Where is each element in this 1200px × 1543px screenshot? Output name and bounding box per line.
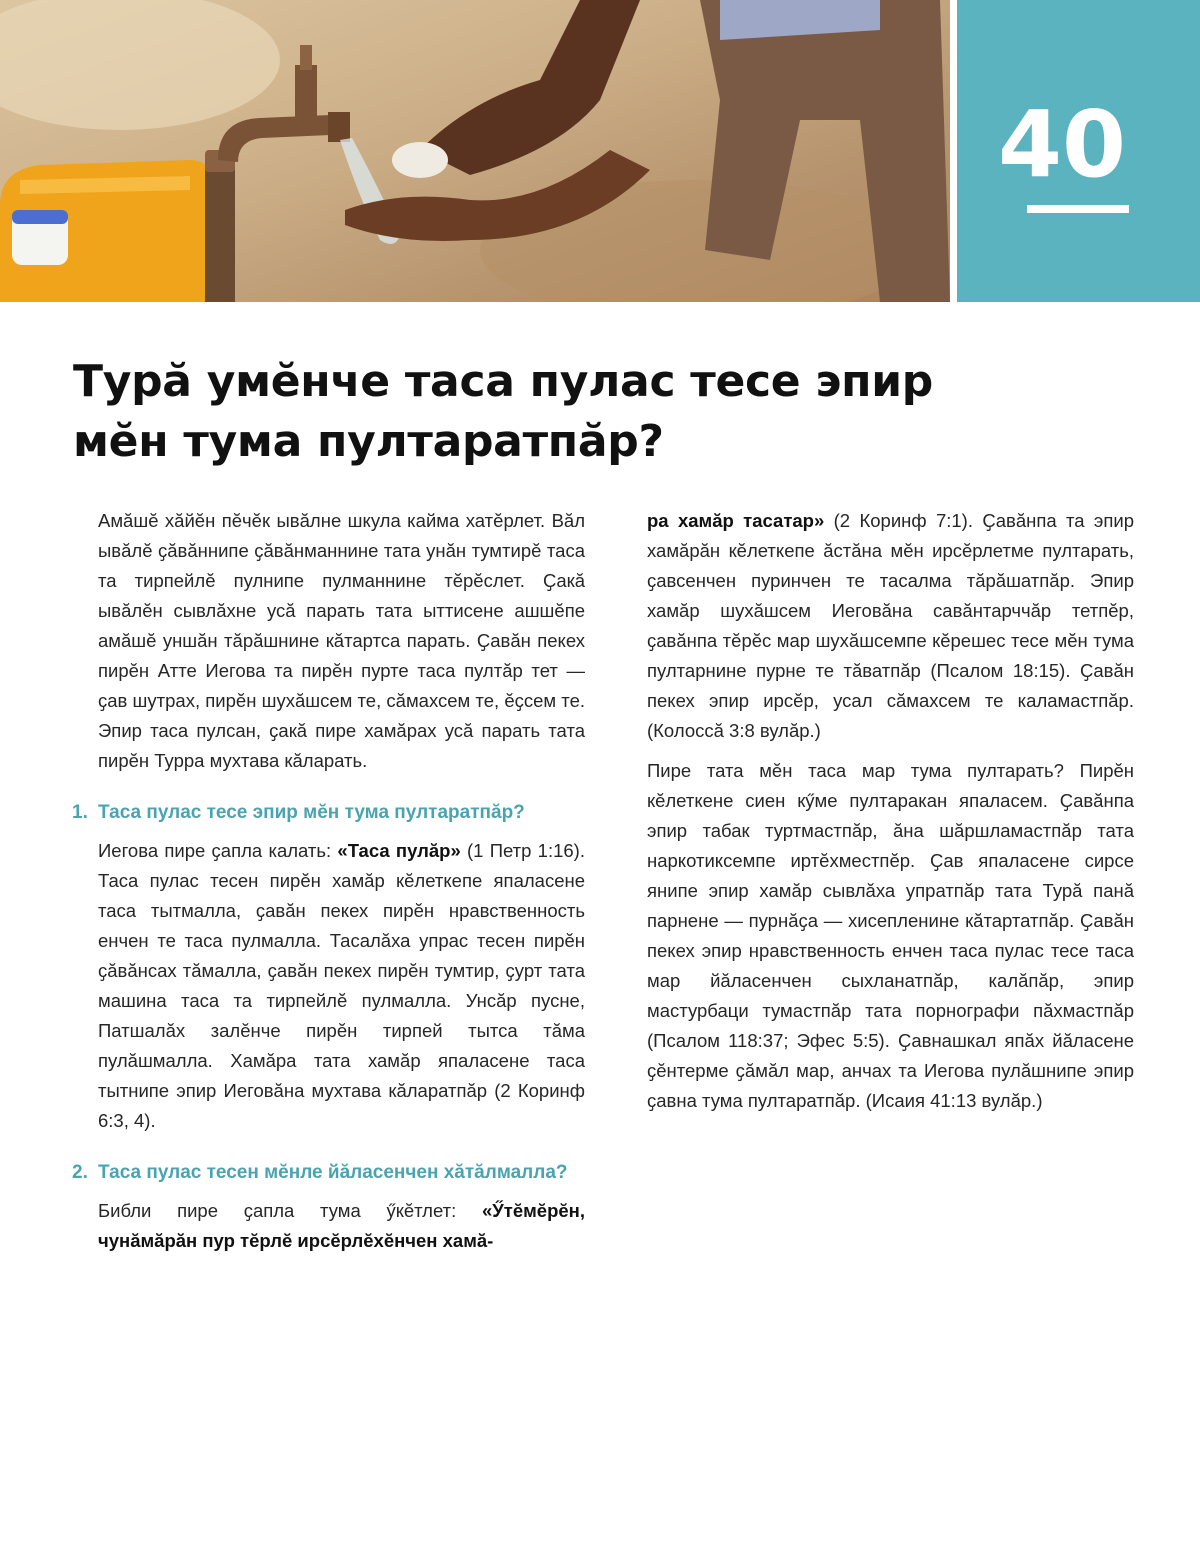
page-title-line1: Турӑ умӗнче таса пулас тесе эпир — [73, 356, 933, 407]
badge-underline — [1027, 205, 1129, 213]
hero-photo — [0, 0, 950, 302]
page-number-badge — [957, 0, 1200, 302]
answer-1-paragraph — [98, 836, 585, 1136]
answer-2-lead: Библи пире ҫапла тума ӳкӗтлет: — [98, 1200, 482, 1221]
answer-2-paragraph — [98, 1196, 585, 1256]
question-1-number: 1. — [72, 802, 88, 823]
left-column — [72, 506, 585, 1266]
question-1 — [72, 798, 585, 828]
page-title — [73, 352, 1073, 472]
question-1-title: Таса пулас тесе эпир мӗн тума пултаратпӑр? — [98, 802, 525, 823]
question-2-number: 2. — [72, 1162, 88, 1183]
question-2-title: Таса пулас тесен мӗнле йӑласенчен хӑтӑлмалла? — [98, 1162, 568, 1183]
intro-paragraph: Амӑшӗ хӑйӗн пӗчӗк ывӑлне шкула кайма хатӗрлет. Вӑл ывӑлӗ ҫӑвӑннипе ҫӑвӑнманнине тата унӑн тумтирӗ таса та тирпейлӗ пулнипе пулманнине тӗрӗслет. Ҫакӑ ывӑлӗн сывлӑхне усӑ парать тата ыттисене ашшӗпе амӑшӗ уншӑн тӑрӑшнине кӑтартса парать. Ҫавӑн пекех пирӗн Атте Иегова та пирӗн пурте таса пултӑр тет — ҫав шутрах, пирӗн шухӑшсем те, сӑмахсем те, ӗҫсем те. Эпир таса пулсан, ҫакӑ пире хамӑрах усӑ парать тата пирӗн Турра мухтава кӑларать. — [98, 510, 585, 771]
page-number: 40 — [997, 91, 1127, 198]
right-column — [647, 506, 1134, 1126]
answer-1-body: (1 Петр 1:16). Таса пулас тесен пирӗн хамӑр кӗлеткепе япаласене таса тытмалла, ҫавӑн пекех пирӗн нравственность енчен те таса пулмалла. Тасалӑха упрас тесен пирӗн ҫӑвӑнсах тӑмалла, ҫавӑн пекех пирӗн тумтир, ҫурт тата машина таса та тирпейлӗ пулмалла. Унсӑр пусне, Патшалӑх залӗнче пирӗн тирпей тытса тӑма пулӑшмалла. Хамӑра тата хамӑр япаласене таса тытнипе эпир Иеговӑна мухтава кӑларатпӑр (2 Коринф 6:3, 4). — [98, 840, 585, 1131]
answer-2-paragraph-2: Пире тата мӗн таса мар тума пултарать? Пирӗн кӗлеткене сиен кӳме пултаракан япаласем. Ҫавӑнпа эпир табак туртмастпӑр, ӑна шӑршламастпӑр тата наркотиксемпе иртӗхместпӗр. Ҫав япаласене сирсе янипе эпир хамӑр сывлӑха упратпӑр тата Турӑ панӑ парнене — пурнӑҫа — хисепленине кӑтартатпӑр. Ҫавӑн пекех эпир нравственность енчен таса пулас тесе таса мар йӑласенчен сыхланатпӑр, калӑпӑр, эпир мастурбаци тумастпӑр тата порнографи пӑхмастпӑр (Псалом 118:37; Эфес 5:5). Ҫавнашкал япӑх йӑласене ҫӗнтерме ҫӑмӑл мар, анчах та Иегова пулӑшнипе эпир ҫавна тума пултаратпӑр. (Исаия 41:13 вулӑр.) — [647, 760, 1134, 1111]
answer-1-lead: Иегова пире ҫапла калать: — [98, 840, 338, 861]
answer-2-quote: «Ӳтӗмӗрӗн, чунӑмӑрӑн пур тӗрлӗ ирсӗрлӗхӗнчен хамӑ- — [98, 1200, 585, 1251]
hand-washing-photo-icon — [0, 0, 950, 302]
page-title-line2: мӗн тума пултаратпӑр? — [73, 416, 664, 467]
answer-1-quote: «Таса пулӑр» — [337, 840, 461, 861]
answer-2-body: (2 Коринф 7:1). Ҫавӑнпа та эпир хамӑрӑн кӗлеткепе ӑстӑна мӗн ирсӗрлетме пултарать, ҫавсенчен пуринчен те тасалма тӑрӑшатпӑр. Эпир хамӑр шухӑшсем Иеговӑна савӑнтарччӑр тетпӗр, ҫавӑнпа тӗрӗс мар шухӑшсемпе кӗрешес тесе мӗн тума пултарнине пурне те тӑватпӑр (Псалом 18:15). Ҫавӑн пекех эпир ирсӗр, усал сӑмахсем те каламастпӑр. (Колоссӑ 3:8 вулӑр.) — [647, 510, 1135, 741]
answer-2-continued — [647, 506, 1134, 746]
question-2 — [72, 1158, 585, 1188]
answer-2-quote-end: ра хамӑр тасатар» — [647, 510, 825, 531]
